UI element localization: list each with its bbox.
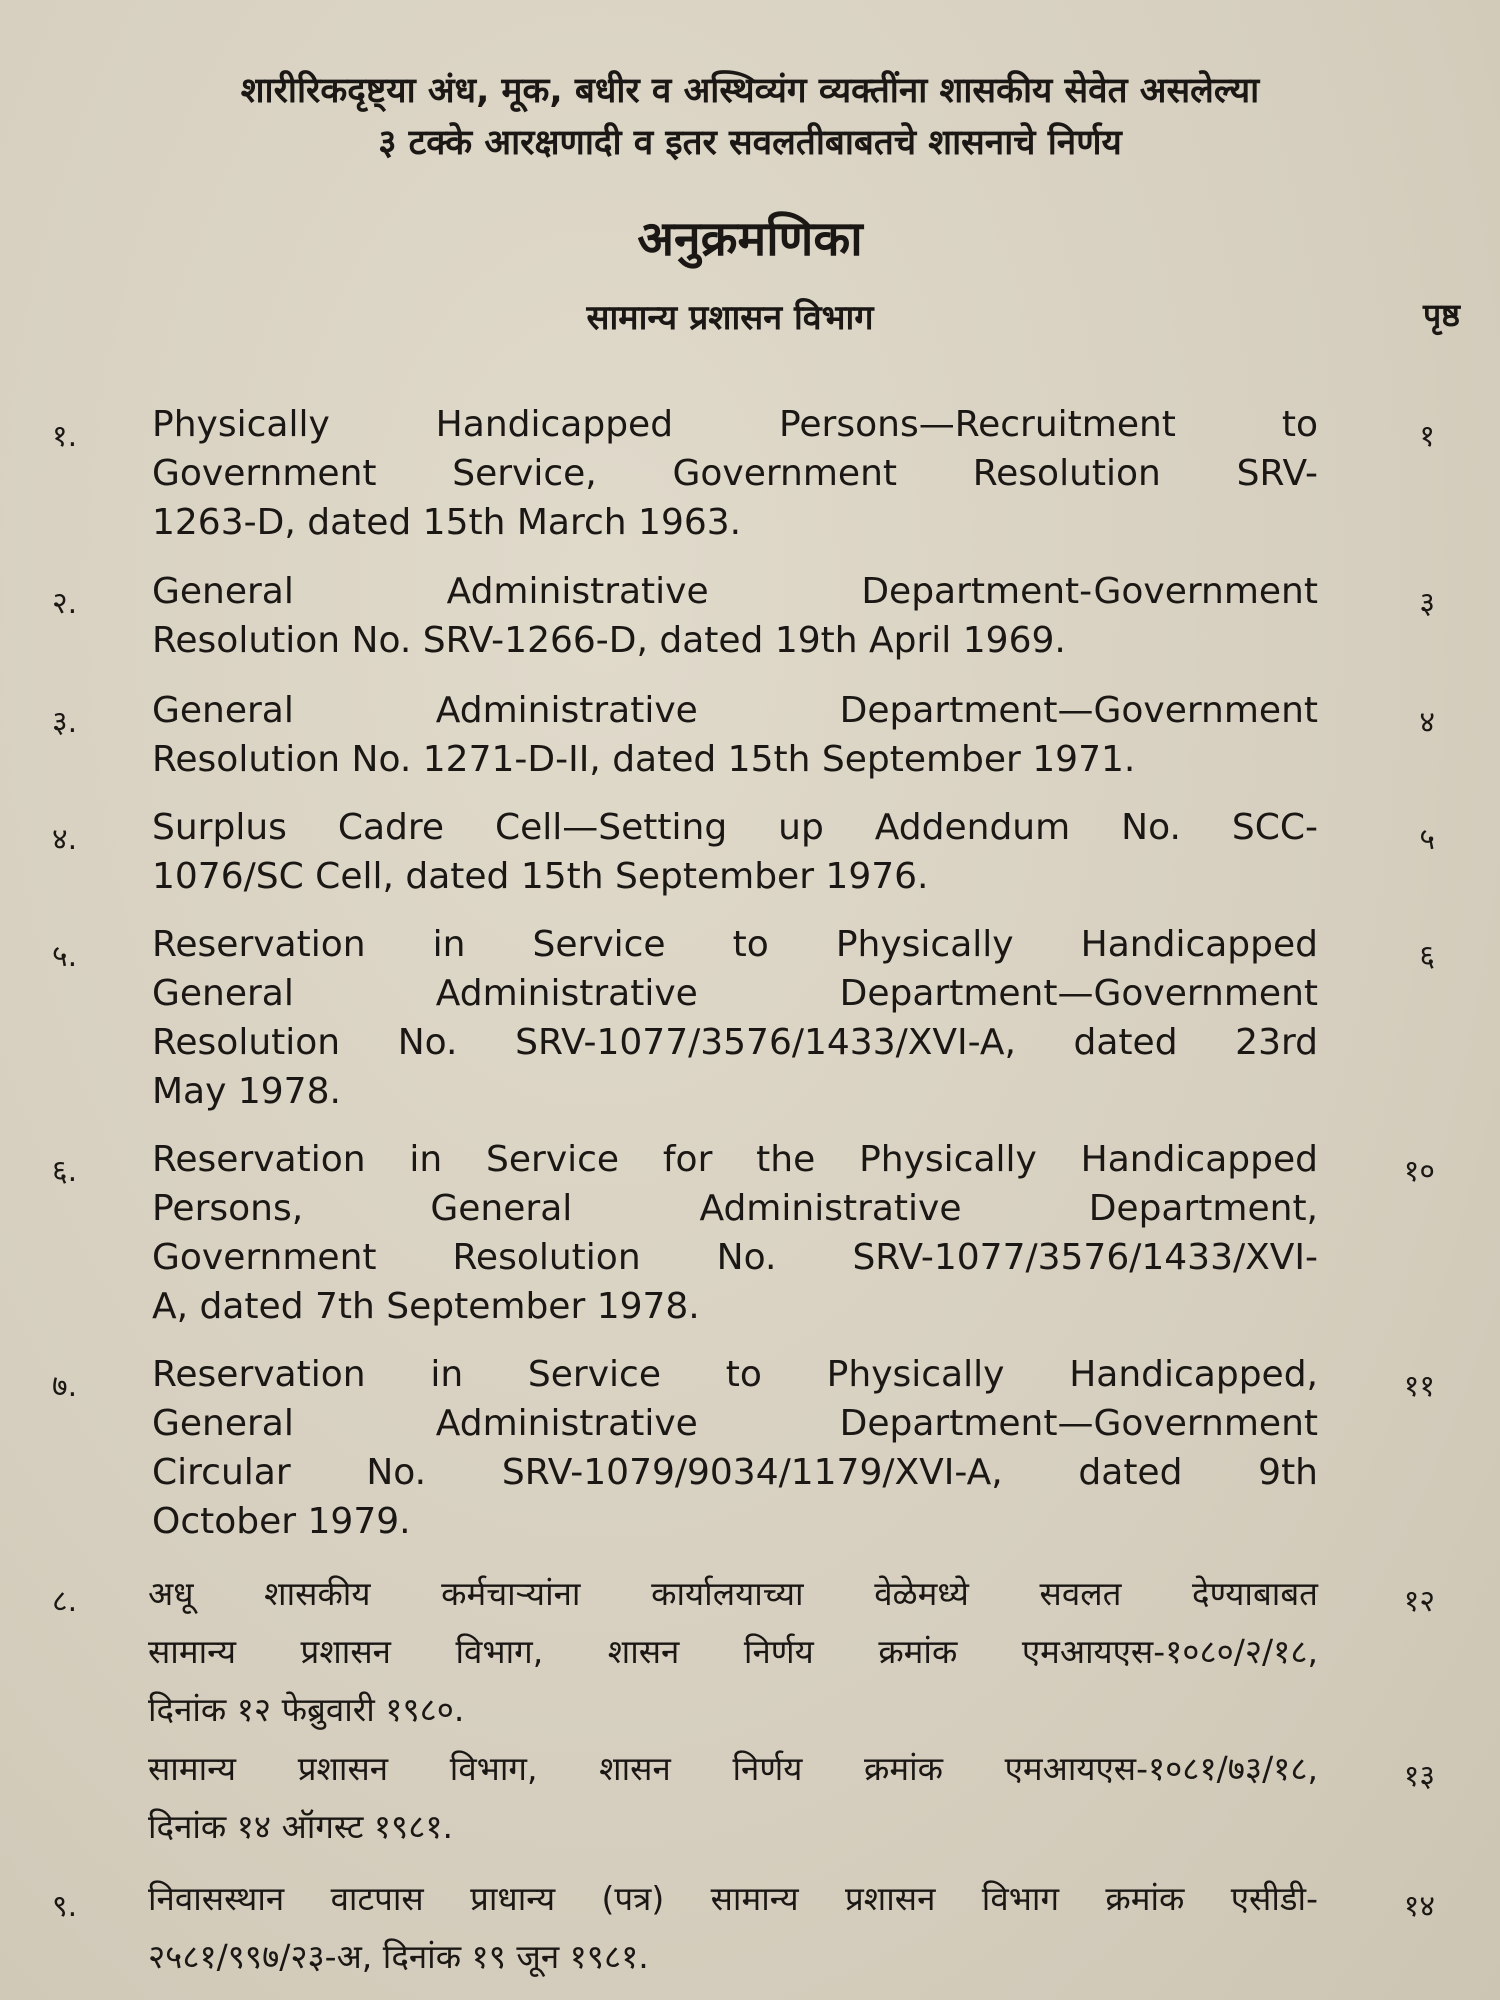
entry-line: May 1978. (152, 1071, 341, 1112)
entry-line: Physically Handicapped Persons—Recruitment to (152, 404, 1318, 445)
entry-line: General Administrative Department—Government (152, 690, 1318, 731)
entry-line: दिनांक १२ फेब्रुवारी १९८०. (148, 1690, 465, 1729)
entry-page: १३ (1403, 1759, 1435, 1794)
entry-text (152, 400, 1318, 547)
entry-text (148, 1740, 1318, 1856)
entry-number: ९. (52, 1889, 78, 1924)
entry-text (152, 686, 1318, 784)
entry-line: सामान्य प्रशासन विभाग, शासन निर्णय क्रमांक एमआयएस-१०८१/७३/१८, (148, 1749, 1318, 1788)
page-title: अनुक्रमणिका (637, 211, 863, 267)
entry-line: October 1979. (152, 1501, 411, 1542)
entry-line: Government Service, Government Resolution SRV- (152, 453, 1318, 494)
entry-number: १. (52, 419, 78, 454)
entry-number: ८. (52, 1584, 78, 1619)
entry-page: ५ (1419, 822, 1435, 857)
entry-line: Resolution No. SRV-1077/3576/1433/XVI-A, dated 23rd (152, 1022, 1318, 1063)
entry-text (152, 803, 1318, 901)
entry-page: ११ (1403, 1369, 1435, 1404)
entry-page: ६ (1419, 939, 1435, 974)
page-column-heading: पृष्ठ (1422, 296, 1460, 334)
entry-line: 1076/SC Cell, dated 15th September 1976. (152, 856, 929, 897)
header-line-2: ३ टक्के आरक्षणादी व इतर सवलतीबाबतचे शासनाचे निर्णय (378, 123, 1122, 163)
entry-text (152, 920, 1318, 1116)
entry-number: ६. (52, 1154, 78, 1189)
entry-text (148, 1870, 1318, 1986)
entry-text (152, 567, 1318, 665)
entry-line: Reservation in Service for the Physically Handicapped (152, 1139, 1318, 1180)
entry-line: सामान्य प्रशासन विभाग, शासन निर्णय क्रमांक एमआयएस-१०८०/२/१८, (148, 1632, 1318, 1671)
entry-page: १ (1419, 419, 1435, 454)
department-heading: सामान्य प्रशासन विभाग (586, 298, 874, 338)
entry-text (148, 1565, 1318, 1739)
entry-page: ४ (1419, 705, 1435, 740)
entry-text (152, 1135, 1318, 1331)
entry-line: दिनांक १४ ऑगस्ट १९८१. (148, 1807, 454, 1846)
entry-line: General Administrative Department—Government (152, 973, 1318, 1014)
header-line-1: शारीरिकदृष्ट्या अंध, मूक, बधीर व अस्थिव्यंग व्यक्तींना शासकीय सेवेत असलेल्या (240, 71, 1260, 111)
entry-line: Reservation in Service to Physically Handicapped (152, 924, 1318, 965)
entry-line: निवासस्थान वाटपास प्राधान्य (पत्र) सामान्य प्रशासन विभाग क्रमांक एसीडी- (148, 1879, 1318, 1918)
entry-number: ३. (52, 705, 78, 740)
entry-line: 1263-D, dated 15th March 1963. (152, 502, 742, 543)
entry-line: General Administrative Department—Government (152, 1403, 1318, 1444)
entry-number: २. (52, 586, 78, 621)
entry-line: Resolution No. 1271-D-II, dated 15th September 1971. (152, 739, 1136, 780)
entry-page: ३ (1419, 586, 1435, 621)
entry-page: १२ (1403, 1584, 1435, 1619)
entry-number: ७. (52, 1369, 78, 1404)
entry-line: Government Resolution No. SRV-1077/3576/1433/XVI- (152, 1237, 1318, 1278)
entry-line: General Administrative Department-Government (152, 571, 1318, 612)
entry-page: १४ (1403, 1889, 1435, 1924)
entry-line: Surplus Cadre Cell—Setting up Addendum No. SCC- (152, 807, 1318, 848)
entry-line: २५८१/९९७/२३-अ, दिनांक १९ जून १९८१. (148, 1937, 649, 1976)
entry-line: Circular No. SRV-1079/9034/1179/XVI-A, dated 9th (152, 1452, 1318, 1493)
entry-line: Persons, General Administrative Department, (152, 1188, 1318, 1229)
entry-line: A, dated 7th September 1978. (152, 1286, 700, 1327)
entry-line: अधू शासकीय कर्मचाऱ्यांना कार्यालयाच्या वेळेमध्ये सवलत देण्याबाबत (148, 1574, 1318, 1613)
entry-line: Resolution No. SRV-1266-D, dated 19th April 1969. (152, 620, 1066, 661)
entry-number: ४. (52, 822, 78, 857)
entry-number: ५. (52, 939, 78, 974)
entry-line: Reservation in Service to Physically Handicapped, (152, 1354, 1318, 1395)
entry-text (152, 1350, 1318, 1546)
entry-page: १० (1403, 1154, 1435, 1189)
